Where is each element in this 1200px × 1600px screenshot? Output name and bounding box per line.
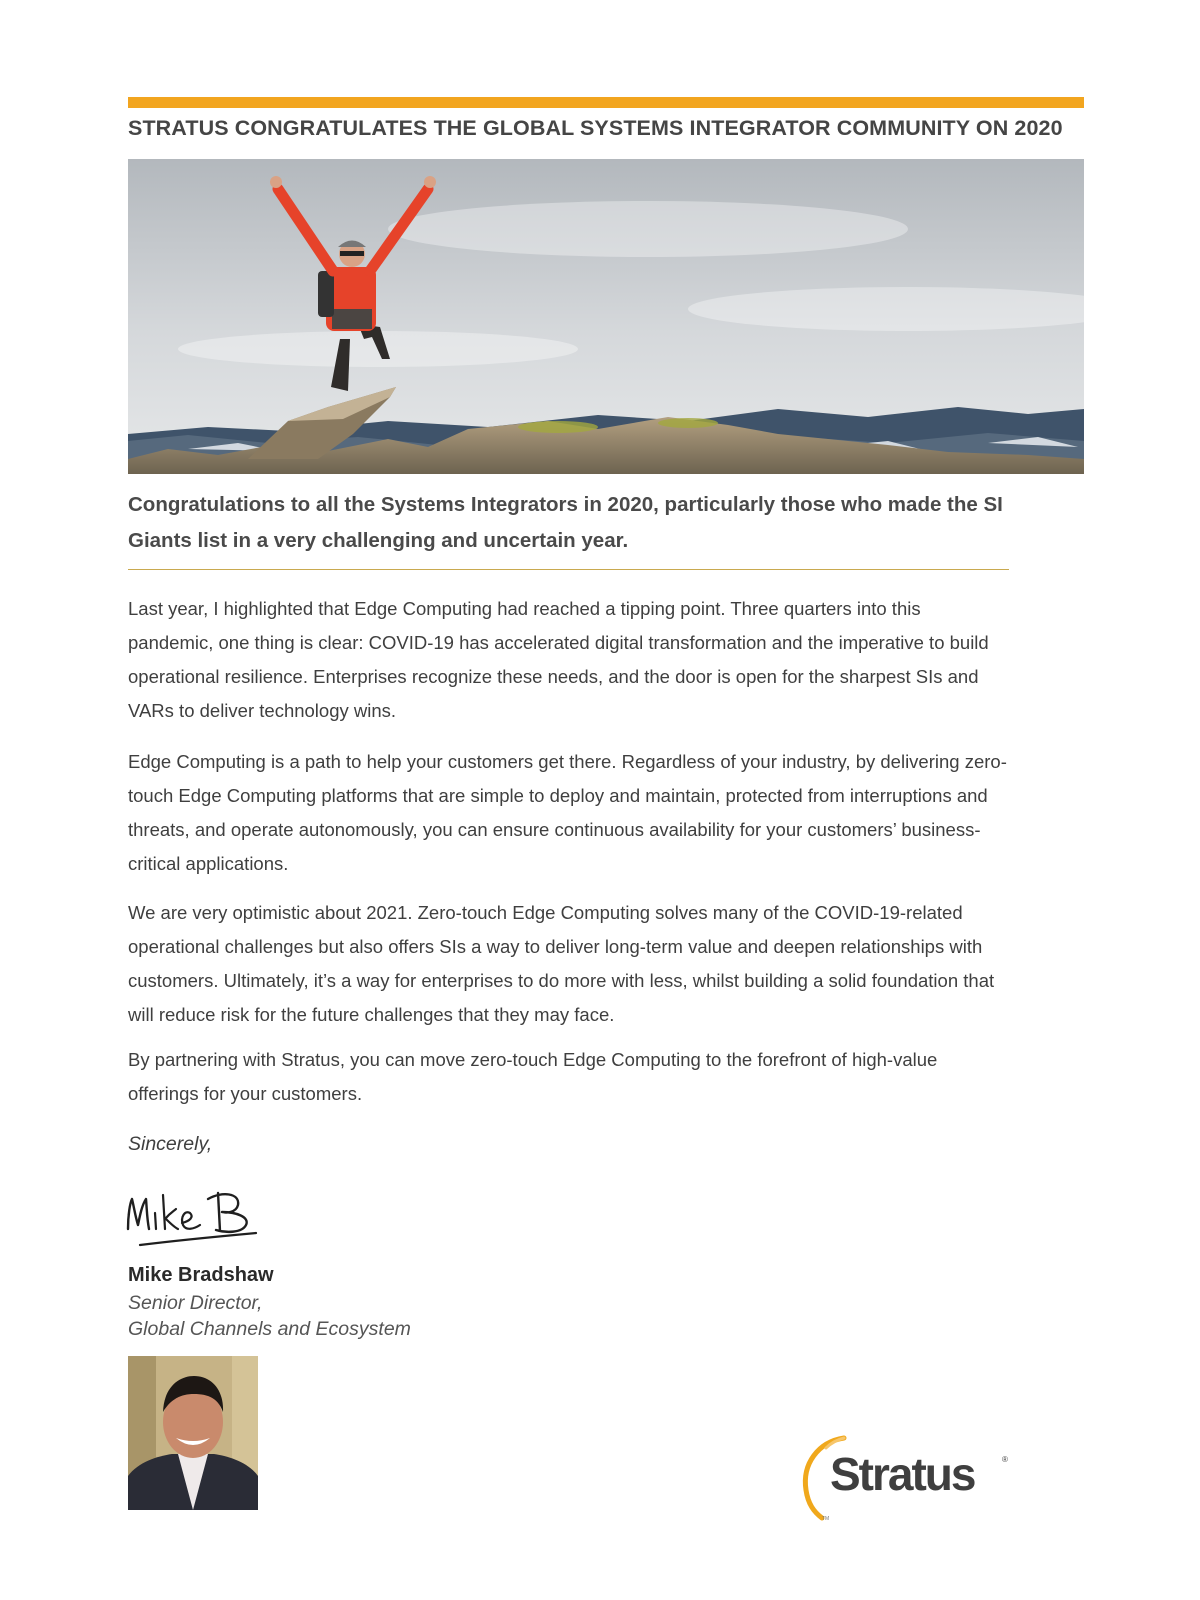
body-paragraph: We are very optimistic about 2021. Zero-touch Edge Computing solves many of the COVID-19-related operational challenges but also offers SIs a way to deliver long-term value and deepen relationships with customers. Ultimately, it’s a way for enterprises to do more with less, whilst building a solid foundation that will reduce risk for the future challenges that they may face. (128, 902, 995, 1025)
handwritten-signature (122, 1185, 262, 1251)
section-divider (128, 569, 1009, 570)
svg-text:Stratus: Stratus (830, 1448, 975, 1500)
signer-department: Global Channels and Ecosystem (128, 1318, 411, 1340)
body-paragraph: By partnering with Stratus, you can move zero-touch Edge Computing to the forefront of high-value offerings for your customers. (128, 1049, 938, 1104)
signer-name: Mike Bradshaw (128, 1264, 274, 1286)
accent-rule (128, 97, 1084, 108)
intro-statement: Congratulations to all the Systems Integrators in 2020, particularly those who made the SI Giants list in a very challenging and uncertain year. (128, 493, 1003, 552)
svg-text:TM: TM (822, 1516, 830, 1522)
signer-portrait-photo (128, 1356, 258, 1510)
signer-title: Senior Director, (128, 1292, 263, 1314)
page-headline: STRATUS CONGRATULATES THE GLOBAL SYSTEMS INTEGRATOR COMMUNITY ON 2020 (128, 116, 1063, 140)
stratus-logo (800, 1432, 1015, 1522)
body-paragraph: Last year, I highlighted that Edge Computing had reached a tipping point. Three quarters into this pandemic, one thing is clear: COVID-19 has accelerated digital transformation and the imperative to build operational resilience. Enterprises recognize these needs, and the door is open for the sharpest SIs and VARs to deliver technology wins. (128, 598, 989, 721)
hero-photo (128, 159, 1084, 474)
closing-salutation: Sincerely, (128, 1133, 213, 1155)
svg-text:®: ® (1002, 1455, 1008, 1464)
body-paragraph: Edge Computing is a path to help your customers get there. Regardless of your industry, by delivering zero-touch Edge Computing platforms that are simple to deploy and maintain, protected from interruptions and threats, and operate autonomously, you can ensure continuous availability for your customers’ business-critical applications. (128, 751, 1007, 874)
